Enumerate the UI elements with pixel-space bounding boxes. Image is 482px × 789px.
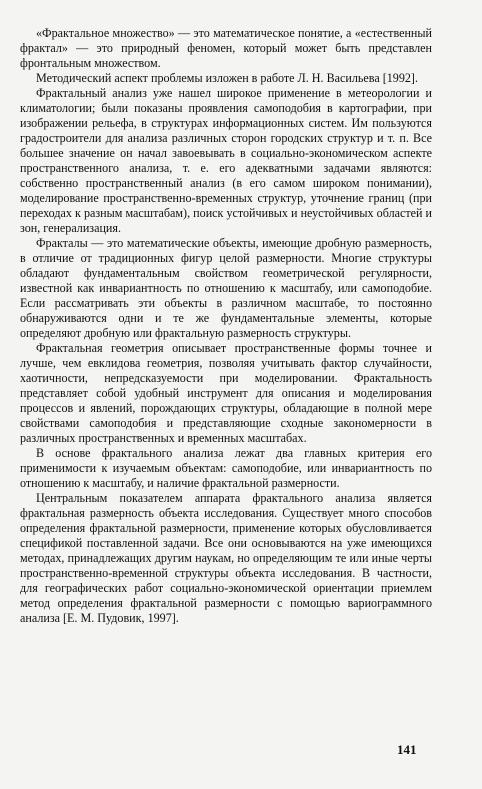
paragraph-fractal-analysis-applications: Фрактальный анализ уже нашел широкое применение в метеорологии и климатологии; были показаны проявления самоподобия в картографии, при изображении рельефа, в структурах информационных систем. Им пользуются градостроители для анализа различных сторон городских структур и т. п. Все большее значение он начал завоевывать в социально-экономическом аспекте пространственного анализа, т. е. его адекватными задачами являются: собственно пространственный анализ (в его самом широком понимании), моделирование пространственно-временных структур, уточнение границ (при переходах к разным масштабам), поиск устойчивых и неустойчивых областей и зон, генерализация. xyxy=(20,86,432,235)
paragraph-analysis-criteria: В основе фрактального анализа лежат два главных критерия его применимости к изучаемым объектам: самоподобие, или инвариантность по отношению к масштабу, и наличие фрактальной размерности. xyxy=(20,446,432,490)
paragraph-methodical-aspect: Методический аспект проблемы изложен в работе Л. Н. Васильева [1992]. xyxy=(36,71,418,85)
paragraph-fractals-definition: Фракталы — это математические объекты, имеющие дробную размерность, в отличие от традиционных фигур целой размерности. Многие структуры обладают фундаментальным свойством геометрической регулярности, известной как инвариантность по отношению к масштабу, или самоподобие. Если рассматривать эти объекты в различном масштабе, то постоянно обнаруживаются одни и те же фундаментальные элементы, которые определяют дробную или фрактальную размерность структуры. xyxy=(20,236,432,340)
paragraph-fractal-dimension: Центральным показателем аппарата фрактального анализа является фрактальная размерность объекта исследования. Существует много способов определения фрактальной размерности, применение которых обусловливается спецификой поставленной задачи. Все они основываются на уже имеющихся методах, принадлежащих другим наукам, но определяющим те или иные черты пространственно-временной структуры объекта исследования. В частности, для географических работ социально-экономической ориентации приемлем метод определения фрактальной размерности с помощью вариограммного анализа [Е. М. Пудовик, 1997]. xyxy=(20,491,432,625)
paragraph-fractal-geometry: Фрактальная геометрия описывает пространственные формы точнее и лучше, чем евклидова геометрия, позволяя учитывать фактор случайности, хаотичности, непредсказуемости при моделировании. Фрактальность представляет собой удобный инструмент для описания и моделирования процессов и явлений, порождающих структуры, обладающие в полной мере свойствами самоподобия и представляющие сходные закономерности в различных пространственных и временных масштабах. xyxy=(20,341,432,445)
paragraph-fractal-set-definition: «Фрактальное множество» — это математическое понятие, а «естественный фрактал» — это природный феномен, который может быть представлен фронтальным множеством. xyxy=(20,26,432,70)
body-text xyxy=(20,26,432,626)
page-number: 141 xyxy=(397,742,417,757)
